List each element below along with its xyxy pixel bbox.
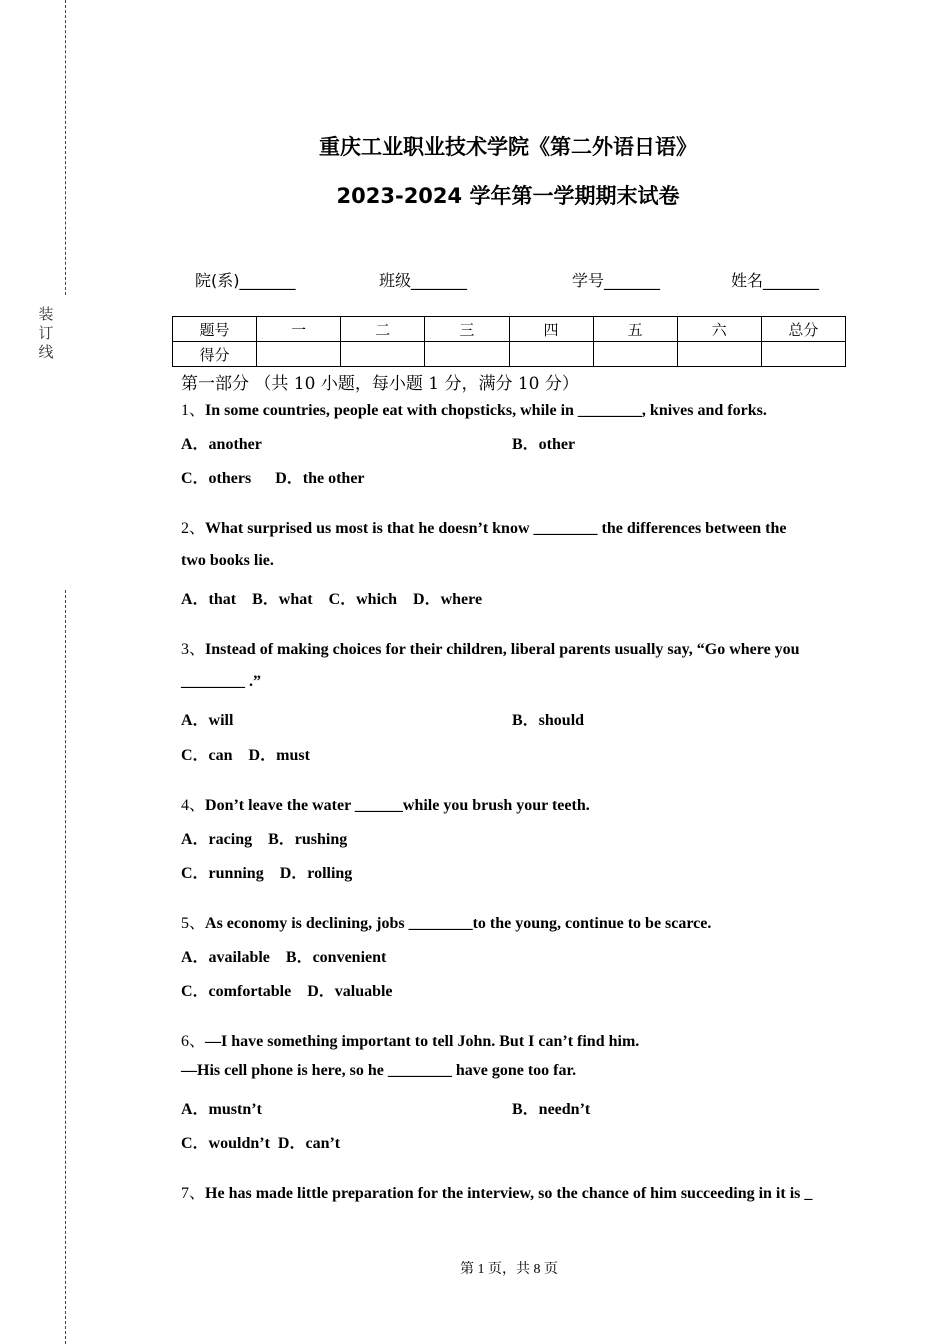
question-text: Don’t leave the water ______while you brush your teeth. — [205, 797, 590, 814]
name-field: 姓名_______ — [731, 271, 820, 290]
question-number: 6、 — [181, 1033, 206, 1050]
score-table — [172, 316, 846, 367]
option-b: B．other — [512, 436, 576, 453]
question-6-stem — [181, 1028, 639, 1051]
page-footer: 第 1 页，共 8 页 — [460, 1262, 558, 1277]
option-b: B．should — [512, 712, 585, 729]
student-id-field: 学号_______ — [572, 271, 661, 290]
question-number: 4、 — [181, 797, 206, 814]
question-number: 1、 — [181, 402, 206, 419]
binding-label — [37, 305, 55, 362]
question-number: 3、 — [181, 641, 206, 658]
question-text: What surprised us most is that he doesn’t know ________ the differences between the — [205, 520, 787, 537]
table-cell: 四 — [509, 317, 593, 342]
table-cell: 五 — [593, 317, 677, 342]
question-1-stem — [181, 397, 767, 420]
department-field: 院(系)_______ — [195, 271, 296, 290]
question-3-stem-cont: ________ .” — [181, 673, 261, 690]
exam-title-line2: 2023-2024 学年第一学期期末试卷 — [336, 184, 680, 208]
table-cell: 得分 — [173, 342, 257, 367]
score-cell — [593, 342, 677, 367]
table-cell: 一 — [257, 317, 341, 342]
question-text: —I have something important to tell John. But I can’t find him. — [205, 1033, 640, 1050]
score-cell — [257, 342, 341, 367]
question-2-stem-cont: two books lie. — [181, 552, 274, 569]
question-3-stem — [181, 636, 800, 659]
option-c-d: C．running D．rolling — [181, 865, 353, 882]
table-cell: 题号 — [173, 317, 257, 342]
option-a: A．mustn’t — [181, 1101, 262, 1118]
table-cell: 二 — [341, 317, 425, 342]
table-cell: 三 — [425, 317, 509, 342]
options-row: A．that B．what C．which D．where — [181, 591, 483, 608]
question-text: In some countries, people eat with chopsticks, while in ________, knives and forks. — [205, 402, 767, 419]
option-a-b: A．racing B．rushing — [181, 831, 348, 848]
table-cell: 六 — [677, 317, 761, 342]
question-4-stem — [181, 792, 590, 815]
class-field: 班级_______ — [379, 271, 468, 290]
option-a: A．will — [181, 712, 234, 729]
table-cell: 总分 — [761, 317, 845, 342]
binding-char: 装 — [38, 305, 54, 323]
binding-dashed-line-bottom — [65, 590, 66, 1344]
section-title: 第一部分 （共 10 小题，每小题 1 分，满分 10 分） — [181, 374, 579, 394]
question-number: 7、 — [181, 1185, 206, 1202]
question-number: 2、 — [181, 520, 206, 537]
score-cell — [509, 342, 593, 367]
score-cell — [341, 342, 425, 367]
option-c-d: C．can D．must — [181, 747, 310, 764]
score-cell — [677, 342, 761, 367]
score-table-score-row — [173, 342, 846, 367]
question-number: 5、 — [181, 915, 206, 932]
option-c-d: C．others D．the other — [181, 470, 365, 487]
question-text: As economy is declining, jobs ________to the young, continue to be scarce. — [205, 915, 712, 932]
question-text: He has made little preparation for the interview, so the chance of him succeeding in it is _ — [205, 1185, 813, 1202]
score-table-header-row — [173, 317, 846, 342]
question-5-stem — [181, 910, 711, 933]
exam-title-line1: 重庆工业职业技术学院《第二外语日语》 — [319, 135, 697, 159]
binding-char: 线 — [38, 343, 54, 361]
question-6-stem-cont: —His cell phone is here, so he ________ have gone too far. — [181, 1062, 577, 1079]
score-cell — [425, 342, 509, 367]
question-7-stem — [181, 1180, 812, 1203]
question-text: Instead of making choices for their children, liberal parents usually say, “Go where you — [205, 641, 800, 658]
option-a-b: A．available B．convenient — [181, 949, 387, 966]
option-a: A．another — [181, 436, 262, 453]
binding-char: 订 — [38, 324, 54, 342]
option-c-d: C．comfortable D．valuable — [181, 983, 393, 1000]
score-cell — [761, 342, 845, 367]
option-c-d: C．wouldn’t D．can’t — [181, 1135, 341, 1152]
option-b: B．needn’t — [512, 1101, 591, 1118]
question-2-stem — [181, 515, 787, 538]
